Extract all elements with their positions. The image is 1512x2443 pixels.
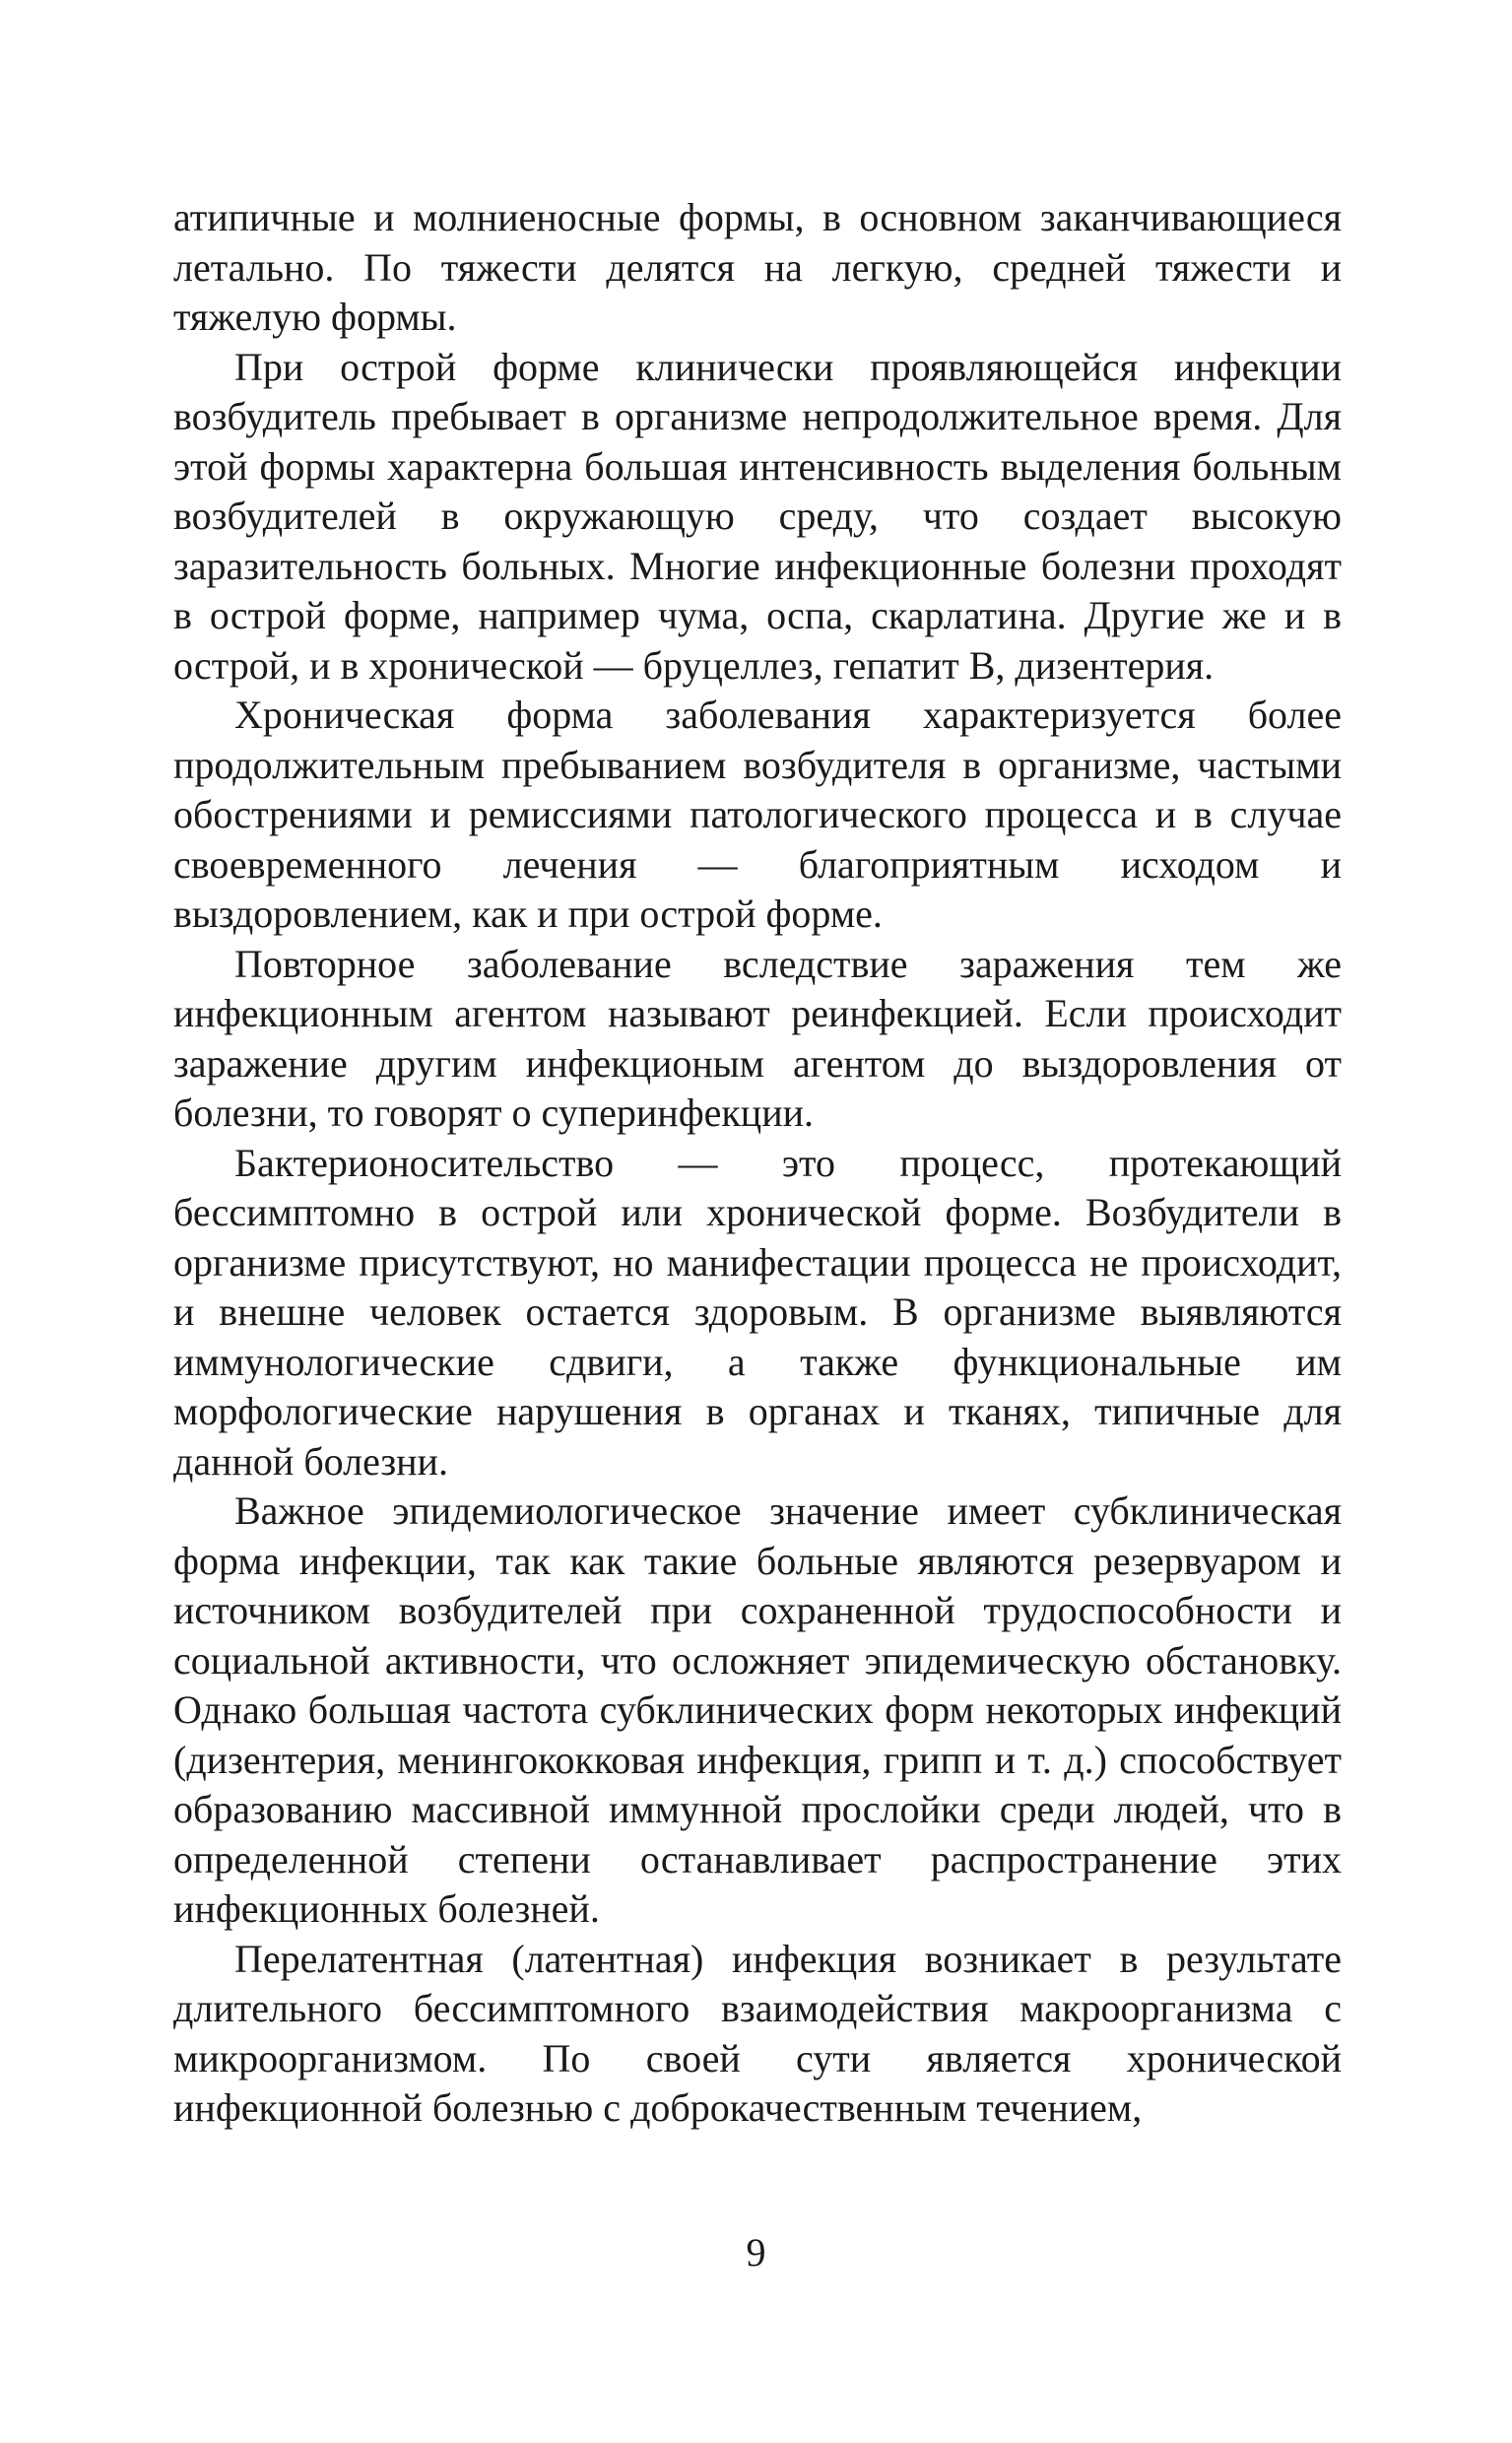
paragraph-continuation: атипичные и молниеносные формы, в основном заканчивающиеся летально. По тяжести делятся на легкую, средней тяжести и тяжелую формы. xyxy=(173,195,1342,339)
paragraph-carrier-state: Бактерионосительство — это процесс, протекающий бессимптомно в острой или хронической форме. Возбудители в организме присутствуют, но манифестации процесса не происходит, и внешне человек остается здоровым. В организме выявляются иммунологические сдвиги, а также функциональные им морфологические нарушения в органах и тканях, типичные для данной болезни. xyxy=(173,1140,1342,1484)
paragraph-acute-form: При острой форме клинически проявляющейся инфекции возбудитель пребывает в организме непродолжительное время. Для этой формы характерна большая интенсивность выделения больным возбудителей в окружающую среду, что создает высокую заразительность больных. Многие инфекционные болезни проходят в острой форме, например чума, оспа, скарлатина. Другие же и в острой, и в хронической — бруцеллез, гепатит В, дизентерия. xyxy=(173,344,1342,688)
paragraph-chronic-form: Хроническая форма заболевания характеризуется более продолжительным пребыванием возбудителя в организме, частыми обострениями и ремиссиями патологического процесса и в случае своевременного лечения — благоприятным исходом и выздоровлением, как и при острой форме. xyxy=(173,693,1342,936)
paragraph-subclinical-form: Важное эпидемиологическое значение имеет субклиническая форма инфекции, так как такие больные являются резервуаром и источником возбудителей при сохраненной трудоспособности и социальной активности, что осложняет эпидемическую обстановку. Однако большая частота субклинических форм некоторых инфекций (дизентерия, менингококковая инфекция, грипп и т. д.) способствует образованию массивной иммунной прослойки среди людей, что в определенной степени останавливает распространение этих инфекционных болезней. xyxy=(173,1488,1342,1931)
body-text xyxy=(173,193,1342,2134)
paragraph-reinfection: Повторное заболевание вследствие заражения тем же инфекционным агентом называют реинфекцией. Если происходит заражение другим инфекционым агентом до выздоровления от болезни, то говорят о суперинфекции. xyxy=(173,941,1342,1135)
page-number: 9 xyxy=(746,2230,766,2275)
paragraph-latent-infection: Перелатентная (латентная) инфекция возникает в результате длительного бессимптомного взаимодействия макроорганизма с микроорганизмом. По своей сути является хронической инфекционной болезнью с доброкачественным течением, xyxy=(173,1936,1342,2130)
